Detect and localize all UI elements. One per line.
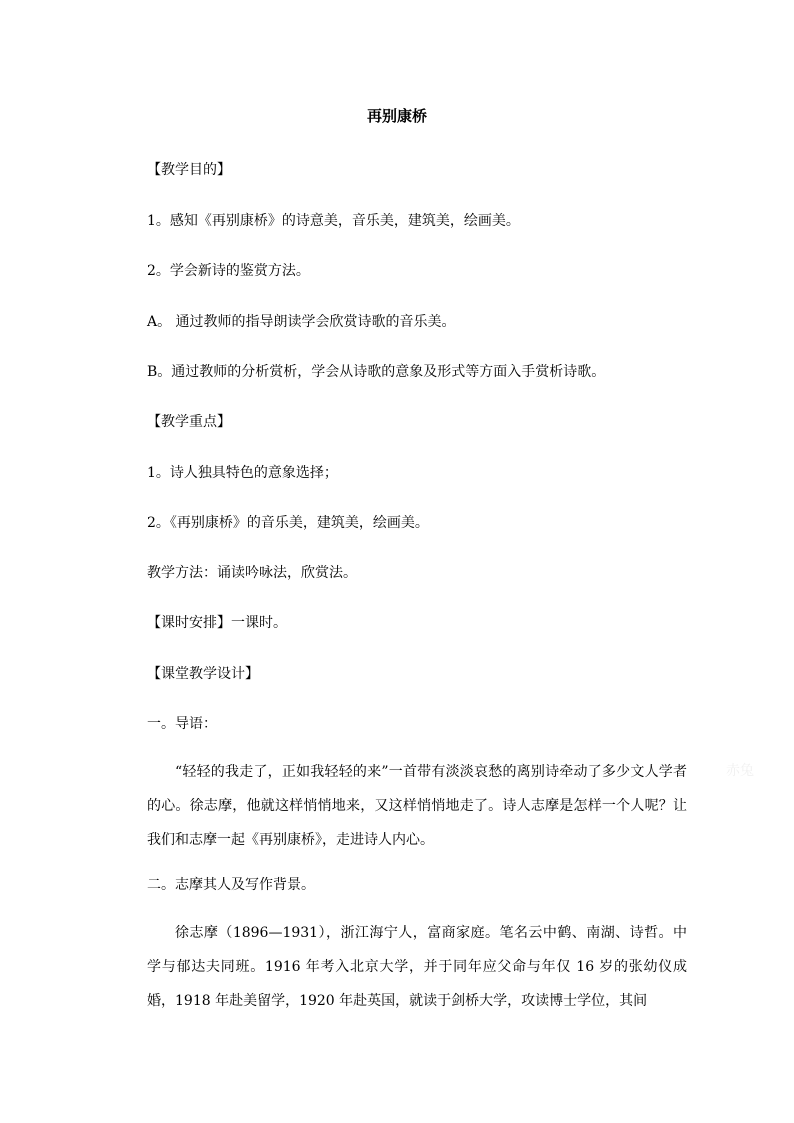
heading-teaching-focus: 【教学重点】 xyxy=(147,414,231,430)
section-one-heading: 一。导语： xyxy=(147,716,217,732)
focus-item-1: 1。诗人独具特色的意象选择； xyxy=(147,465,338,481)
goal-item-b: B。通过教师的分析赏析，学会从诗歌的意象及形式等方面入手赏析诗歌。 xyxy=(147,364,606,380)
focus-item-2: 2。《再别康桥》的音乐美，建筑美，绘画美。 xyxy=(147,515,429,531)
heading-class-schedule: 【课时安排】一课时。 xyxy=(147,615,287,631)
goal-item-1: 1。感知《再别康桥》的诗意美，音乐美，建筑美，绘画美。 xyxy=(147,213,520,229)
heading-teaching-goals: 【教学目的】 xyxy=(147,162,231,178)
intro-paragraph: “轻轻的我走了，正如我轻轻的来”一首带有淡淡哀愁的离别诗牵动了多少文人学者的心。徐志摩，他就这样悄悄地来，又这样悄悄地走了。诗人志摩是怎样一个人呢？让我们和志摩一起《再别康桥》，走进诗人内心。 xyxy=(147,764,687,848)
goal-item-2: 2。学会新诗的鉴赏方法。 xyxy=(147,263,310,279)
section-two-heading: 二。志摩其人及写作背景。 xyxy=(147,877,315,893)
teaching-method: 教学方法：诵读吟咏法，欣赏法。 xyxy=(147,565,357,581)
bio-paragraph: 徐志摩（1896—1931），浙江海宁人，富商家庭。笔名云中鹤、南湖、诗哲。中学与郁达夫同班。1916 年考入北京大学，并于同年应父命与年仅 16 岁的张幼仪成婚，1918 年赴美留学，1920 年赴英国，就读于剑桥大学，攻读博士学位，其间 xyxy=(147,925,687,1009)
goal-item-a: A。 通过教师的指导朗读学会欣赏诗歌的音乐美。 xyxy=(147,314,456,330)
document-title: 再别康桥 xyxy=(366,107,427,125)
heading-class-design: 【课堂教学设计】 xyxy=(147,666,259,682)
watermark: 赤兔 xyxy=(726,763,754,779)
